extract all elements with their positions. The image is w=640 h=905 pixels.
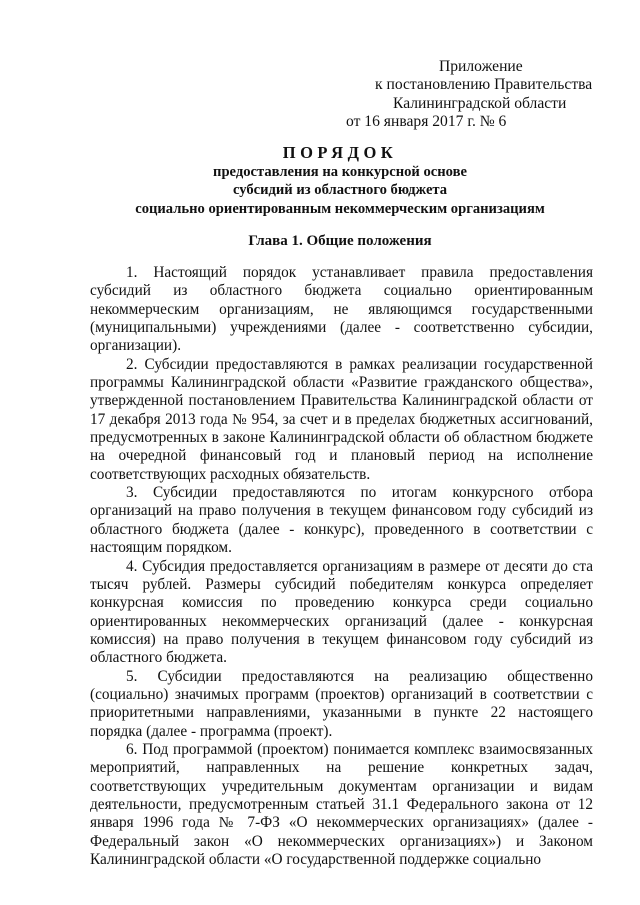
document-subtitle-line: субсидий из областного бюджета <box>232 182 448 199</box>
appendix-line: Калининградской области <box>393 94 567 112</box>
appendix-date-line: от 16 января 2017 г. № 6 <box>346 113 507 131</box>
document-subtitle-line: предоставления на конкурсной основе <box>213 164 467 180</box>
document-title: ПОРЯДОК <box>282 143 398 162</box>
paragraph-5: 5. Субсидии предоставляются на реализацию общественно (социально) значимых программ (проектов) организаций в соответствии с приоритетными направлениями, указанными в пункте 22 настоящего порядка (далее - программа (проект). <box>90 667 593 740</box>
paragraph-6: 6. Под программой (проектом) понимается комплекс взаимосвязанных мероприятий, направленных на решение конкретных задач, соответствующих учредительным документам организации и видам деятельности, предусмотренным статьей 31.1 Федерального закона от 12 января 1996 года № 7-ФЗ «О некоммерческих организациях» (далее - Федеральный закон «О некоммерческих организациях») и Законом Калининградской области «О государственной поддержке социально <box>90 740 593 868</box>
document-title-block <box>90 143 590 218</box>
paragraph-3: 3. Субсидии предоставляются по итогам конкурсного отбора организаций на право получения в текущем финансовом году субсидий из областного бюджета (далее - конкурс), проведенного в соответствии с настоящим порядком. <box>90 484 593 557</box>
appendix-line: Приложение <box>439 58 523 75</box>
appendix-block <box>346 58 606 132</box>
document-subtitle-line: социально ориентированным некоммерческим организациям <box>135 200 545 217</box>
document-body <box>90 264 593 869</box>
paragraph-2: 2. Субсидии предоставляются в рамках реализации государственной программы Калининградской области «Развитие гражданского общества», утвержденной постановлением Правительства Калининградской области от 17 декабря 2013 года № 954, за счет и в пределах бюджетных ассигнований, предусмотренных в законе Калининградской области об областном бюджете на очередной финансовый год и плановый период на исполнение соответствующих расходных обязательств. <box>90 355 593 483</box>
chapter-heading: Глава 1. Общие положения <box>248 233 432 249</box>
paragraph-1: 1. Настоящий порядок устанавливает правила предоставления субсидий из областного бюджета социально ориентированным некоммерческим организациям, не являющимся государственными (муниципальными) учреждениями (далее - соответственно субсидии, организации). <box>90 264 593 355</box>
appendix-line: к постановлению Правительства <box>375 76 593 94</box>
paragraph-4: 4. Субсидия предоставляется организациям в размере от десяти до ста тысяч рублей. Размеры субсидий победителям конкурса определяет конкурсная комиссия по проведению конкурса среди социально ориентированных некоммерческих организаций (далее - конкурсная комиссия) на право получения в текущем финансовом году субсидий из областного бюджета. <box>90 557 593 667</box>
